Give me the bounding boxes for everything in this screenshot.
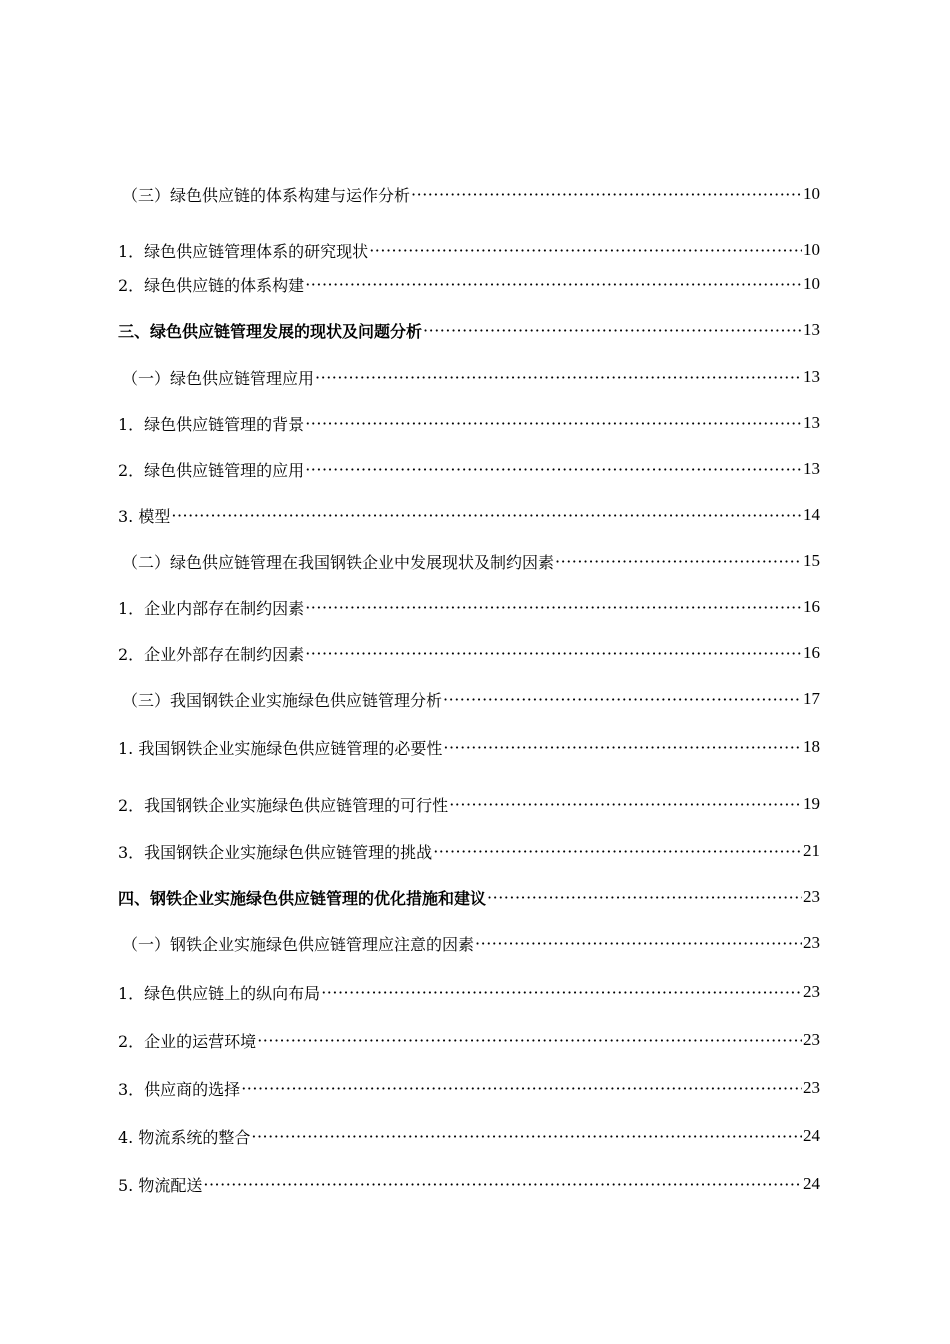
toc-leader-dots xyxy=(305,275,802,294)
toc-entry-title: 2．绿色供应链的体系构建 xyxy=(118,275,305,295)
toc-entry[interactable] xyxy=(118,594,820,620)
toc-leader-dots xyxy=(171,506,802,525)
toc-leader-dots xyxy=(257,1031,802,1050)
toc-leader-dots xyxy=(305,414,802,433)
toc-entry[interactable] xyxy=(122,364,820,390)
toc-entry[interactable] xyxy=(118,410,820,436)
toc-entry-page: 23 xyxy=(803,887,820,906)
toc-entry[interactable] xyxy=(118,1123,820,1149)
toc-chapter-entry[interactable] xyxy=(118,317,820,343)
toc-entry-title: 3．供应商的选择 xyxy=(118,1079,241,1099)
toc-entry[interactable] xyxy=(122,548,820,574)
toc-entry-title: 2．我国钢铁企业实施绿色供应链管理的可行性 xyxy=(118,795,449,815)
toc-leader-dots xyxy=(203,1175,802,1194)
toc-leader-dots xyxy=(411,185,802,204)
toc-entry[interactable] xyxy=(118,1027,820,1053)
toc-leader-dots xyxy=(305,644,802,663)
toc-leader-dots xyxy=(443,690,802,709)
toc-entry-page: 10 xyxy=(803,240,820,259)
toc-leader-dots xyxy=(433,842,802,861)
toc-leader-dots xyxy=(475,934,802,953)
toc-leader-dots xyxy=(315,368,802,387)
toc-entry[interactable] xyxy=(122,181,820,207)
toc-entry-title: （二）绿色供应链管理在我国钢铁企业中发展现状及制约因素 xyxy=(122,552,555,572)
toc-entry-title: 四、钢铁企业实施绿色供应链管理的优化措施和建议 xyxy=(118,888,487,908)
toc-entry-page: 16 xyxy=(803,597,820,616)
toc-entry-title: 3．我国钢铁企业实施绿色供应链管理的挑战 xyxy=(118,842,433,862)
toc-leader-dots xyxy=(555,552,802,571)
toc-entry[interactable] xyxy=(118,1075,820,1101)
toc-entry-page: 10 xyxy=(803,274,820,293)
toc-entry[interactable] xyxy=(118,791,820,817)
toc-entry-title: 3. 模型 xyxy=(118,506,171,526)
toc-entry-page: 16 xyxy=(803,643,820,662)
toc-entry[interactable] xyxy=(118,271,820,297)
toc-entry-page: 23 xyxy=(803,933,820,952)
toc-entry-title: 1．绿色供应链管理的背景 xyxy=(118,414,305,434)
toc-leader-dots xyxy=(449,795,802,814)
toc-leader-dots xyxy=(321,983,802,1002)
toc-entry-title: 1．绿色供应链上的纵向布局 xyxy=(118,983,321,1003)
toc-entry-title: 4. 物流系统的整合 xyxy=(118,1127,251,1147)
toc-entry[interactable] xyxy=(118,979,820,1005)
toc-entry-page: 13 xyxy=(803,367,820,386)
toc-entry-page: 18 xyxy=(803,737,820,756)
toc-leader-dots xyxy=(443,738,802,757)
toc-entry-title: 1．绿色供应链管理体系的研究现状 xyxy=(118,241,369,261)
toc-entry[interactable] xyxy=(118,502,820,528)
toc-leader-dots xyxy=(305,598,802,617)
toc-entry-page: 14 xyxy=(803,505,820,524)
toc-entry[interactable] xyxy=(118,838,820,864)
toc-entry-title: （一）钢铁企业实施绿色供应链管理应注意的因素 xyxy=(122,934,475,954)
toc-entry-title: 2．企业外部存在制约因素 xyxy=(118,644,305,664)
toc-entry[interactable] xyxy=(118,640,820,666)
toc-entry-page: 13 xyxy=(803,459,820,478)
toc-entry-page: 21 xyxy=(803,841,820,860)
toc-entry-title: 1. 我国钢铁企业实施绿色供应链管理的必要性 xyxy=(118,738,443,758)
toc-entry-title: （三）我国钢铁企业实施绿色供应链管理分析 xyxy=(122,690,443,710)
toc-leader-dots xyxy=(369,241,802,260)
toc-entry[interactable] xyxy=(122,686,820,712)
toc-entry-page: 23 xyxy=(803,1078,820,1097)
toc-entry-page: 24 xyxy=(803,1174,820,1193)
toc-entry-page: 23 xyxy=(803,1030,820,1049)
toc-entry-page: 10 xyxy=(803,184,820,203)
toc-entry[interactable] xyxy=(118,1171,820,1197)
toc-entry-page: 15 xyxy=(803,551,820,570)
toc-entry-title: （三）绿色供应链的体系构建与运作分析 xyxy=(122,185,411,205)
toc-entry-page: 13 xyxy=(803,413,820,432)
toc-entry-title: 三、绿色供应链管理发展的现状及问题分析 xyxy=(118,321,423,341)
toc-leader-dots xyxy=(305,460,802,479)
toc-entry-title: 2．企业的运营环境 xyxy=(118,1031,257,1051)
toc-entry-title: 1．企业内部存在制约因素 xyxy=(118,598,305,618)
toc-entry-title: 2．绿色供应链管理的应用 xyxy=(118,460,305,480)
toc-leader-dots xyxy=(241,1079,802,1098)
toc-entry-title: 5. 物流配送 xyxy=(118,1175,203,1195)
toc-leader-dots xyxy=(423,321,802,340)
toc-entry-page: 13 xyxy=(803,320,820,339)
toc-entry-page: 17 xyxy=(803,689,820,708)
toc-leader-dots xyxy=(251,1127,802,1146)
toc-entry[interactable] xyxy=(118,456,820,482)
toc-entry-page: 24 xyxy=(803,1126,820,1145)
toc-entry-page: 23 xyxy=(803,982,820,1001)
toc-chapter-entry[interactable] xyxy=(118,884,820,910)
toc-entry-page: 19 xyxy=(803,794,820,813)
toc-entry[interactable] xyxy=(122,930,820,956)
toc-entry[interactable] xyxy=(118,237,820,263)
toc-entry[interactable] xyxy=(118,734,820,760)
toc-entry-title: （一）绿色供应链管理应用 xyxy=(122,368,315,388)
toc-leader-dots xyxy=(487,888,802,907)
